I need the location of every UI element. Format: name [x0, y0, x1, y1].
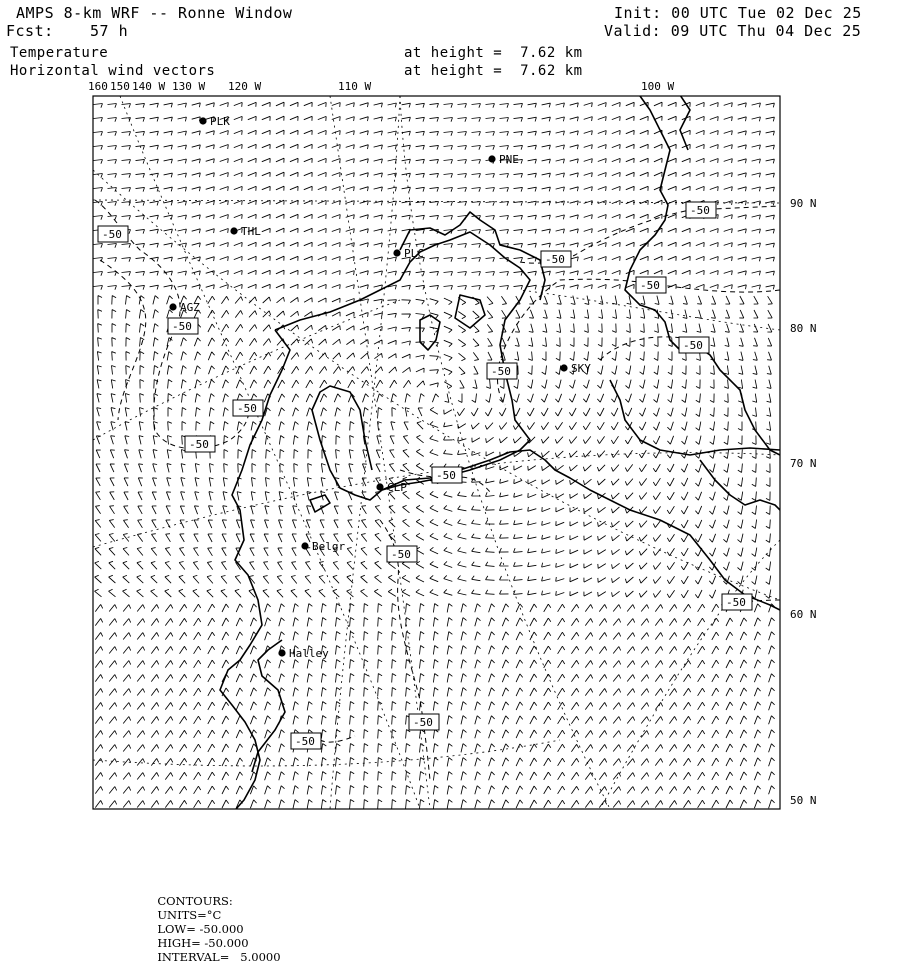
station-clp [376, 481, 407, 494]
station-dot [230, 227, 237, 234]
forecast-label: Fcst: [6, 22, 54, 40]
contour-info-footer [150, 880, 289, 964]
contour-label-text: -50 [491, 365, 511, 378]
station-dot [488, 155, 495, 162]
station-label: PLK [210, 115, 230, 128]
contour-label-text: -50 [690, 204, 710, 217]
contour-label [432, 467, 462, 483]
footer-low: LOW= -50.000 [157, 922, 244, 936]
station-pne [488, 153, 518, 166]
lon-label-130w: 130 W [172, 80, 206, 93]
contour-label-text: -50 [189, 438, 209, 451]
station-label: PNE [499, 153, 519, 166]
contour-label [722, 594, 752, 610]
contour-label [387, 546, 417, 562]
lon-label-140w: 140 W [132, 80, 166, 93]
contour-label [291, 733, 321, 749]
station-belgr [301, 540, 345, 553]
station-dot [301, 542, 308, 549]
forecast-hours: 57 h [90, 22, 129, 40]
lat-label-60n: 60 N [790, 608, 817, 621]
lat-label-70n: 70 N [790, 457, 817, 470]
height-temperature: at height = 7.62 km [404, 45, 583, 61]
lat-label-80n: 80 N [790, 322, 817, 335]
contour-label [686, 202, 716, 218]
station-dot [278, 649, 285, 656]
valid-time: Valid: 09 UTC Thu 04 Dec 25 [604, 22, 862, 40]
longitude-labels [88, 80, 674, 93]
station-label: Halley [289, 647, 329, 660]
station-dot [560, 364, 567, 371]
contour-label-text: -50 [172, 320, 192, 333]
station-agz [169, 301, 200, 314]
footer-contours: CONTOURS: [157, 894, 233, 908]
wind-vector-field [94, 102, 775, 808]
height-wind: at height = 7.62 km [404, 63, 583, 79]
station-plk [199, 115, 230, 128]
footer-interval: INTERVAL= 5.0000 [157, 950, 281, 964]
station-label: THL [241, 225, 261, 238]
contour-label-text: -50 [640, 279, 660, 292]
contour-label-text: -50 [391, 548, 411, 561]
station-dot [169, 303, 176, 310]
station-label: SKY [571, 362, 591, 375]
field-temperature: Temperature [10, 45, 109, 61]
contour-label-text: -50 [102, 228, 122, 241]
lon-label-150: 150 [110, 80, 130, 93]
contour-label [636, 277, 666, 293]
contour-label [168, 318, 198, 334]
latitude-labels [790, 197, 817, 807]
contour-label-text: -50 [726, 596, 746, 609]
lon-label-100w: 100 W [641, 80, 675, 93]
contour-label-text: -50 [545, 253, 565, 266]
station-plc [393, 247, 423, 260]
contour-label-text: -50 [413, 716, 433, 729]
station-dot [199, 117, 206, 124]
station-label: PLC [404, 247, 424, 260]
contour-label-text: -50 [295, 735, 315, 748]
init-time: Init: 00 UTC Tue 02 Dec 25 [614, 4, 862, 22]
station-thl [230, 225, 261, 238]
station-halley [278, 647, 329, 660]
station-label: AGZ [180, 301, 200, 314]
contour-label [487, 363, 517, 379]
station-label: CLP [387, 481, 407, 494]
contour-label-text: -50 [683, 339, 703, 352]
lon-label-160: 160 [88, 80, 108, 93]
lat-label-90n: 90 N [790, 197, 817, 210]
wind-barbs [94, 102, 775, 808]
contour-label [185, 436, 215, 452]
contour-label-text: -50 [436, 469, 456, 482]
station-sky [560, 362, 591, 375]
station-dot [376, 483, 383, 490]
station-label: Belgr [312, 540, 346, 553]
island-3 [310, 495, 330, 512]
island-2 [455, 295, 485, 328]
lon-label-110w: 110 W [338, 80, 372, 93]
contour-label [233, 400, 263, 416]
contour-labels [98, 202, 752, 749]
footer-high: HIGH= -50.000 [157, 936, 249, 950]
lon-label-120w: 120 W [228, 80, 262, 93]
station-dot [393, 249, 400, 256]
model-title: AMPS 8-km WRF -- Ronne Window [16, 4, 293, 22]
footer-units: UNITS=°C [157, 908, 222, 922]
contour-label [679, 337, 709, 353]
contour-label-text: -50 [237, 402, 257, 415]
contour-label [541, 251, 571, 267]
field-wind-vectors: Horizontal wind vectors [10, 63, 216, 79]
contour-label [409, 714, 439, 730]
lat-label-50n: 50 N [790, 794, 817, 807]
contour-label [98, 226, 128, 242]
